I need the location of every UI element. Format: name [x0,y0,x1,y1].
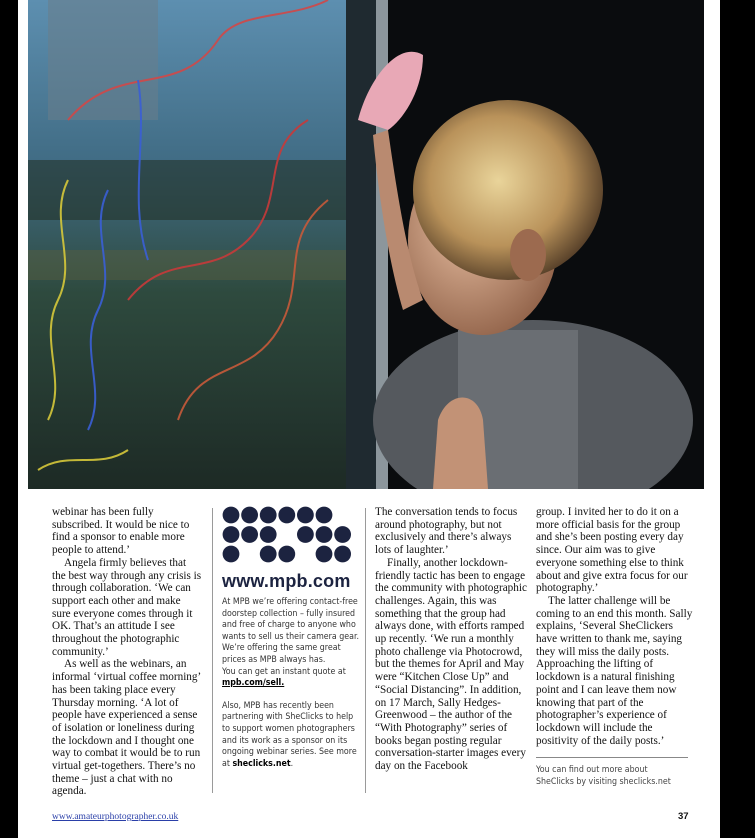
logo-dot [316,526,333,543]
logo-dot [297,526,314,543]
note-rule [536,757,688,758]
paragraph: Finally, another lockdown-friendly tactic has been to engage the community with photographic challenges. Again, this was something that the group had always done, with efforts ramped up recently. ‘We run a monthly photo challenge via Photocrowd, but the themes for April and May were “Kitchen Close Up” and “Social Distancing”. In addition, on 17 March, Sally Hedges-Greenwood – the author of the “With Photography” series of books began posting regular conversation-starter images every day on the Facebook [375,556,527,773]
mpb-sell-link[interactable]: mpb.com/sell. [222,677,285,689]
logo-dot [316,546,333,563]
logo-dot [260,507,277,524]
mpb-advert [222,506,362,769]
paragraph: group. I invited her to do it on a more official basis for the group and she’s been posting every day since. Our aim was to give everyone something else to think about and give extra focus for our photography.’ [536,506,688,595]
sheclicks-link[interactable]: sheclicks.net [232,757,291,769]
logo-dot [223,546,240,563]
sheclicks-note: You can find out more about SheClicks by visiting sheclicks.net [536,764,671,787]
paragraph: Angela firmly believes that the best way through any crisis is through collaboration. ‘We can support each other and make sure everyone comes through it OK. That’s an attitude I see throughout the photographic community.’ [52,556,202,658]
mpb-logo-dots-icon [222,506,356,564]
logo-dot [260,526,277,543]
logo-dot [334,546,351,563]
logo-dot [223,526,240,543]
article-column-1 [52,506,202,798]
logo-dot [316,507,333,524]
website-link[interactable]: www.amateurphotographer.co.uk [52,812,179,822]
paragraph: The latter challenge will be coming to an end this month. Sally explains, ‘Several SheClickers have written to thank me, saying they will miss the daily posts. Approaching the lifting of lockdown is a natural finishing point and I can leave them now knowing that part of the photographer’s experience of lockdown will include the positivity of the daily posts.’ [536,594,693,747]
logo-dot [278,507,295,524]
logo-dot [223,507,240,524]
column-divider [212,508,213,793]
article-column-3 [375,506,527,773]
logo-dot [334,526,351,543]
logo-dot [241,507,258,524]
advert-quote-text: You can get an instant quote at [222,665,346,677]
paragraph: The conversation tends to focus around photography, but not exclusively and there’s always lots of laughter.’ [375,506,518,557]
mpb-url[interactable]: www.mpb.com [222,571,351,591]
article-column-4 [536,506,694,788]
child-at-window-photo [28,0,704,489]
advert-paragraph: At MPB we’re offering contact-free doorstep collection – fully insured and free of charge to anyone who wants to sell us their camera gear. We’re offering the same great prices as MPB always has. [222,596,360,665]
paragraph: As well as the webinars, an informal ‘virtual coffee morning’ has been taking place every Thursday morning. ‘A lot of people have experienced a sense of isolation or loneliness during the lockdown and I thought one way to combat it would be to run virtual get-togethers. There’s no theme – just a chat with no agenda. [52,658,201,798]
column-divider [365,508,366,793]
logo-dot [260,546,277,563]
page-number: 37 [678,811,689,822]
logo-dot [278,546,295,563]
logo-dot [241,526,258,543]
logo-dot [297,507,314,524]
advert-partner-text: Also, MPB has recently been partnering with SheClicks to help to support women photographers and its work as a sponsor on its ongoing webinar series. See more at [222,699,357,769]
magazine-page [18,0,720,838]
advert-text: At MPB we’re offering contact-free doorstep collection – fully insured and free of charge to anyone who wants to sell us their camera gear. We’re offering the same great prices as MPB always has. You can get an instant quote at mpb.com/sell. Also, MPB has recently been partnering with SheClicks to help to support women photographers and its work as a sponsor on its ongoing webinar series. See more at sheclicks.net. [222,596,361,769]
paragraph: webinar has been fully subscribed. It would be nice to find a sponsor to enable more people to attend.’ [52,506,190,557]
